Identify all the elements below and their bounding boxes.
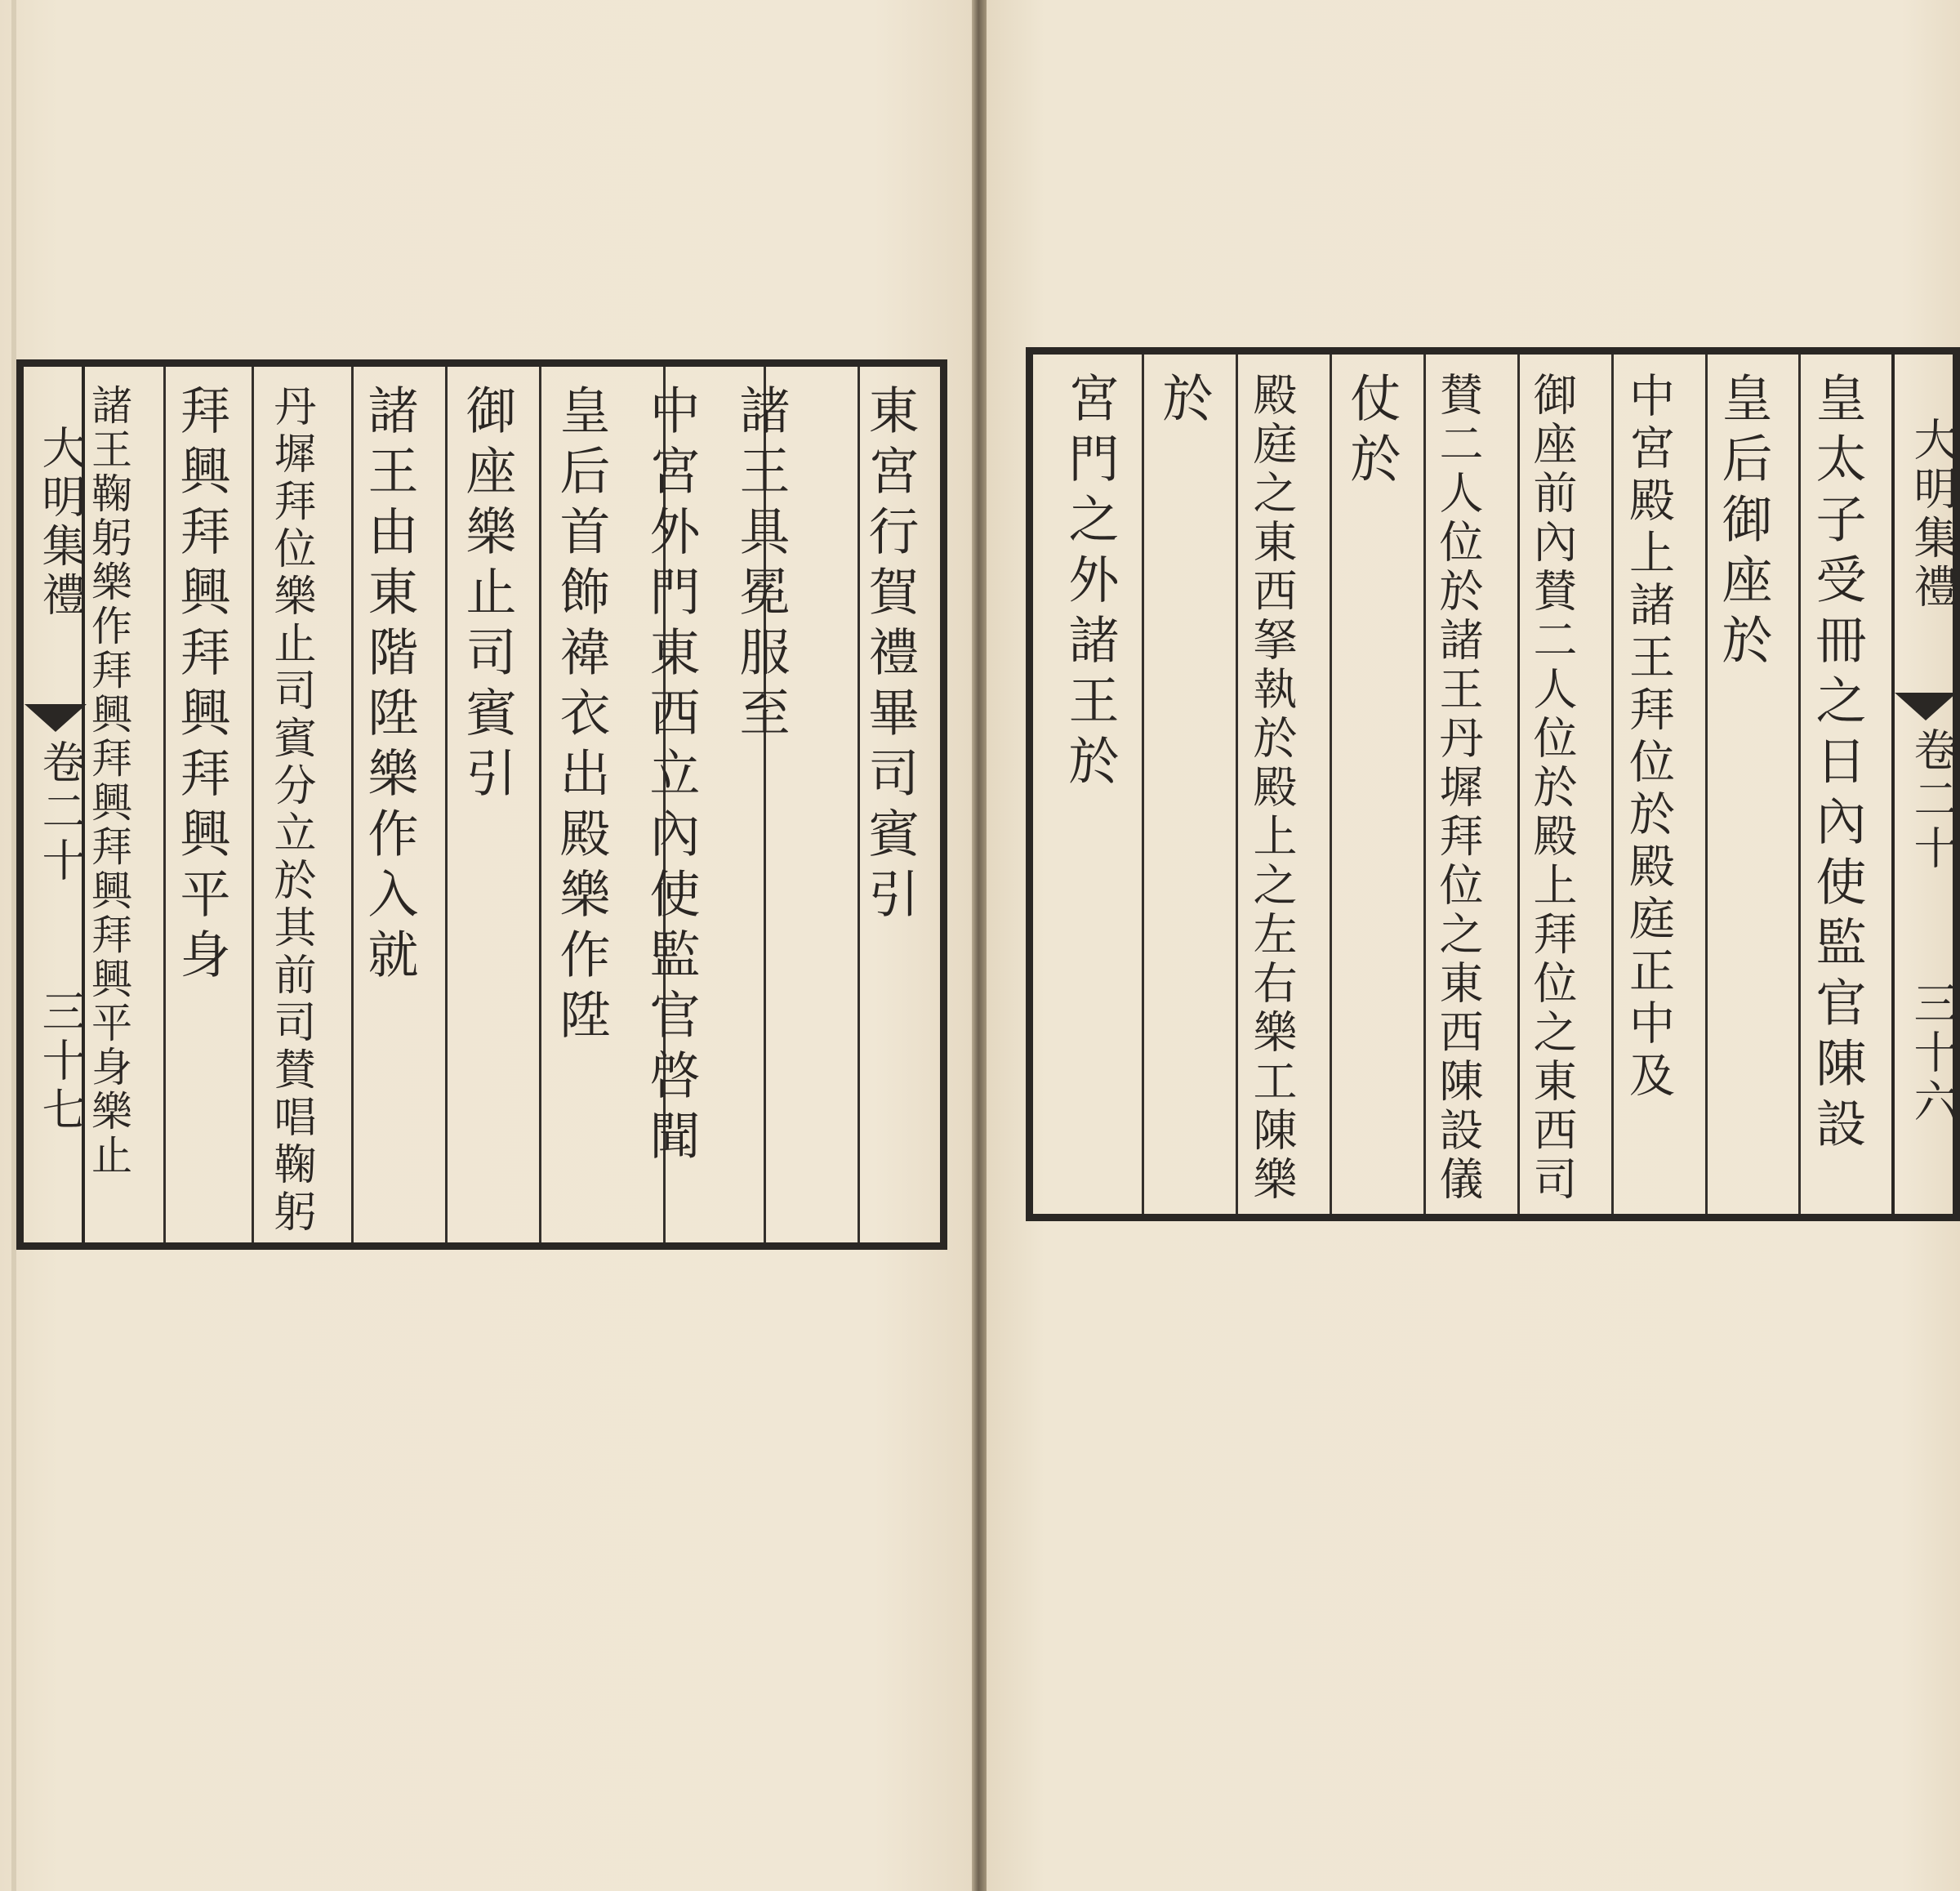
left-margin-volume: 卷二十 <box>35 739 87 886</box>
left-rule-8 <box>163 367 166 1242</box>
left-rule-6 <box>351 367 354 1242</box>
right-column-2: 皇后御座於 <box>1713 372 1773 674</box>
right-rule-1 <box>1798 355 1801 1214</box>
left-rule-4 <box>539 367 541 1242</box>
right-margin-page: 三十六 <box>1907 980 1958 1127</box>
left-column-2: 諸王具冕服至 <box>731 384 791 747</box>
right-column-7: 殿庭之東西拏執於殿上之左右樂工陳樂 <box>1246 372 1298 1205</box>
left-rule-5 <box>445 367 448 1242</box>
right-rule-6 <box>1330 355 1332 1214</box>
right-column-4: 御座前內賛二人位於殿上拜位之東西司 <box>1526 372 1578 1205</box>
left-column-9: 諸王鞠躬樂作拜興拜興拜興拜興平身樂止 <box>85 384 132 1178</box>
right-margin-volume: 卷二十 <box>1907 727 1958 874</box>
right-rule-3 <box>1611 355 1614 1214</box>
right-margin-band <box>1891 355 1895 1214</box>
left-column-3: 中宮外門東西立內使監官啓聞 <box>641 384 701 1170</box>
right-margin-title: 大明集禮 <box>1907 417 1958 613</box>
right-fishtail-mark <box>1895 693 1957 720</box>
left-column-6: 諸王由東階陞樂作入就 <box>359 384 419 988</box>
right-column-3: 中宮殿上諸王拜位於殿庭正中及 <box>1622 372 1675 1104</box>
right-rule-7 <box>1236 355 1238 1214</box>
left-rule-7 <box>252 367 254 1242</box>
left-page <box>0 0 972 1891</box>
right-column-6: 仗於 <box>1342 372 1401 493</box>
right-column-1: 皇太子受冊之日內使監官陳設 <box>1807 372 1867 1157</box>
right-rule-2 <box>1705 355 1708 1214</box>
left-margin-title: 大明集禮 <box>35 425 87 621</box>
right-rule-4 <box>1517 355 1520 1214</box>
book-spine <box>972 0 987 1891</box>
left-column-8: 拜興拜興拜興拜興平身 <box>172 384 231 988</box>
right-page <box>987 0 1960 1891</box>
left-margin-page: 三十七 <box>35 988 87 1135</box>
right-rule-8 <box>1142 355 1144 1214</box>
left-column-5: 御座樂止司賓引 <box>457 384 517 807</box>
right-rule-5 <box>1423 355 1426 1214</box>
right-column-5: 賛二人位於諸王丹墀拜位之東西陳設儀 <box>1432 372 1484 1205</box>
left-fishtail-mark <box>24 704 87 732</box>
right-column-9: 宮門之外諸王於 <box>1060 372 1120 795</box>
left-column-1: 東宮行賀禮畢司賓引 <box>860 384 920 928</box>
left-column-7: 丹墀拜位樂止司賓分立於其前司賛唱鞠躬 <box>266 384 315 1237</box>
left-column-4: 皇后首飾褘衣出殿樂作陞 <box>551 384 611 1049</box>
right-column-8: 於 <box>1154 372 1214 432</box>
